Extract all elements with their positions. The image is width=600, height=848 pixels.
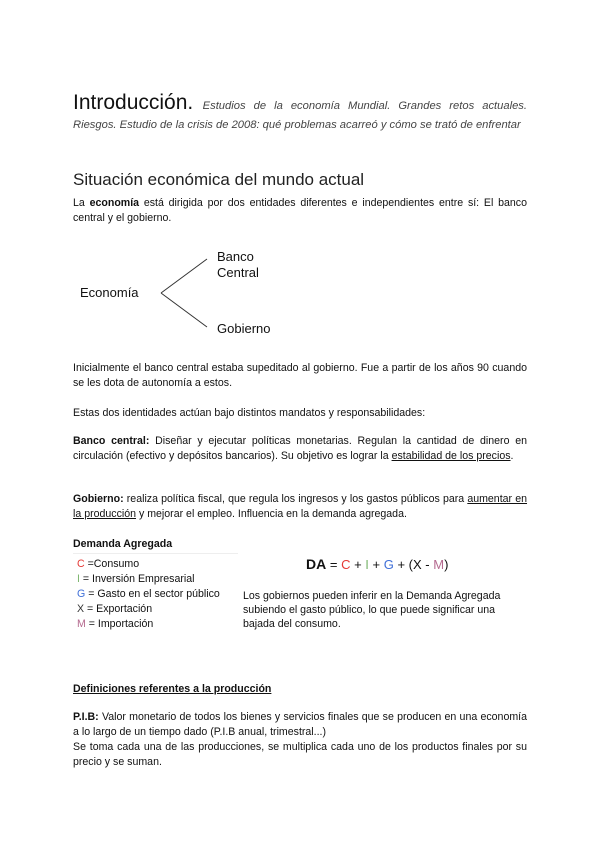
paragraph: Estas dos identidades actúan bajo distintos mandatos y responsabilidades:	[73, 407, 426, 419]
text: y mejorar el empleo. Influencia en la demanda agregada.	[136, 508, 407, 520]
text: )	[444, 557, 449, 572]
symbol: X	[77, 603, 85, 615]
title	[73, 91, 527, 134]
title-subtitle: Estudios de la economía Mundial. Grandes retos actuales. Riesgos. Estudio de la crisis de 2008: qué problemas acarreó y cómo se trató de enfrentar	[73, 100, 527, 131]
underlined-text: estabilidad de los precios	[391, 450, 511, 462]
text: = Gasto en el sector público	[85, 588, 220, 600]
text: G	[383, 557, 394, 572]
text: = Importación	[85, 618, 154, 630]
symbol: C	[77, 558, 85, 570]
legend-item	[77, 602, 220, 617]
text: =Consumo	[84, 558, 140, 570]
intro-paragraph	[73, 196, 527, 226]
bold-label: Gobierno:	[73, 493, 124, 505]
text: C	[341, 557, 351, 572]
diagram-banco-central	[217, 249, 259, 281]
demanda-legend	[77, 557, 220, 632]
symbol: M	[77, 618, 86, 630]
text: Central	[217, 265, 259, 280]
text: está dirigida por dos entidades diferentes e independientes entre sí: El banco central y el gobierno.	[73, 197, 528, 224]
text: + (X -	[393, 557, 434, 572]
gobierno-paragraph	[73, 492, 527, 522]
text: = Exportación	[84, 603, 153, 615]
text: +	[350, 557, 366, 572]
legend-item	[77, 617, 220, 632]
definiciones-heading: Definiciones referentes a la producción	[73, 683, 272, 695]
title-main: Introducción.	[73, 91, 194, 114]
legend-item	[77, 572, 220, 587]
bold-text: economía	[89, 197, 140, 209]
text: M	[433, 557, 445, 572]
symbol: G	[77, 588, 86, 600]
text: =	[326, 557, 342, 572]
demanda-note: Los gobiernos pueden inferir en la Demanda Agregada subiendo el gasto público, lo que puede significar una bajada del consumo.	[243, 590, 501, 630]
banco-central-paragraph	[73, 434, 527, 464]
text: DA	[306, 556, 327, 572]
text: realiza política fiscal, que regula los ingresos y los gastos públicos para	[123, 493, 468, 505]
legend-item	[77, 557, 220, 572]
text: I	[365, 557, 369, 572]
text: Valor monetario de todos los bienes y servicios finales que se producen en una economía a lo largo de un tiempo dado (P.I.B anual, trimestral...)	[73, 711, 527, 738]
diagram-root: Economía	[80, 285, 139, 300]
underlined-text: aumentar en la producción	[73, 493, 528, 520]
bold-label: P.I.B:	[73, 711, 99, 723]
demanda-heading: Demanda Agregada	[73, 538, 238, 554]
paragraph: Inicialmente el banco central estaba supeditado al gobierno. Fue a partir de los años 90 cuando se les dota de autonomía a estos.	[73, 362, 527, 389]
pib-paragraph	[73, 710, 527, 770]
text: La	[73, 197, 90, 209]
da-formula	[306, 556, 448, 572]
section-heading: Situación económica del mundo actual	[73, 170, 365, 189]
legend-item	[77, 587, 220, 602]
text: Banco	[217, 249, 254, 264]
text: = Inversión Empresarial	[79, 573, 195, 585]
text: Se toma cada una de las producciones, se multiplica cada uno de los productos finales por su precio y se suman.	[73, 741, 527, 768]
diagram-gobierno: Gobierno	[217, 321, 271, 336]
bold-label: Banco central:	[73, 435, 150, 447]
text: .	[510, 450, 514, 462]
symbol: I	[77, 573, 80, 585]
text: Diseñar y ejecutar políticas monetarias. Regulan la cantidad de dinero en circulación (efectivo y depósitos bancarios). Su objetivo es lograr la	[73, 435, 527, 462]
text: +	[368, 557, 384, 572]
